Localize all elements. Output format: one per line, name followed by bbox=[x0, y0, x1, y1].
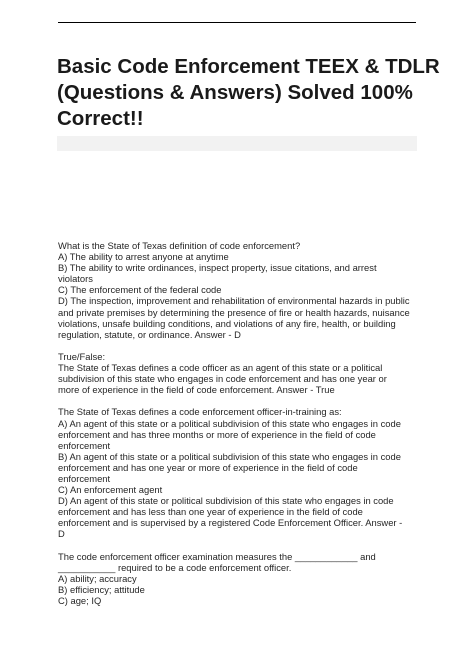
text-line: B) An agent of this state or a political subdivision of this state who engages in code bbox=[58, 450, 401, 462]
text-line: C) age; IQ bbox=[58, 595, 102, 606]
text-line: subdivision of this state who engages in code enforcement and has one year or bbox=[58, 373, 387, 385]
text-line: A) An agent of this state or a political subdivision of this state who engages in code bbox=[58, 417, 401, 429]
question-block-1 bbox=[58, 240, 428, 340]
text-line: enforcement and has one year or more of experience in the field of code bbox=[58, 461, 358, 473]
title-line: Correct!! bbox=[57, 107, 144, 130]
text-line: enforcement bbox=[58, 439, 111, 451]
text-line: C) An enforcement agent bbox=[58, 484, 163, 496]
text-line: B) The ability to write ordinances, inspect property, issue citations, and arrest bbox=[58, 262, 377, 274]
text-line: enforcement and has less than one year of experience in the field of code bbox=[58, 506, 363, 518]
text-line: enforcement and is supervised by a registered Code Enforcement Officer. Answer - bbox=[58, 517, 403, 529]
text-line: What is the State of Texas definition of code enforcement? bbox=[58, 240, 301, 251]
text-line: True/False: bbox=[58, 350, 106, 362]
text-line: A) The ability to arrest anyone at anytime bbox=[58, 251, 229, 263]
text-line: violations, unsafe building conditions, and violations of any fire, health, or building bbox=[58, 317, 396, 329]
text-line: C) The enforcement of the federal code bbox=[58, 284, 222, 296]
text-line: and private premises by determining the presence of fire or health hazards, nuisance bbox=[58, 306, 410, 318]
text-line: The code enforcement officer examination measures the ____________ and bbox=[58, 550, 376, 562]
text-line: enforcement and has three months or more of experience in the field of code bbox=[58, 428, 376, 440]
text-line: D) An agent of this state or political subdivision of this state who engages in code bbox=[58, 495, 394, 507]
text-line: more of experience in the field of code enforcement. Answer - True bbox=[58, 384, 335, 396]
text-line: B) efficiency; attitude bbox=[58, 583, 145, 595]
question-block-2 bbox=[58, 351, 428, 395]
text-line: D bbox=[58, 528, 65, 540]
question-block-3 bbox=[58, 406, 428, 539]
question-block-4 bbox=[58, 551, 428, 606]
top-rule bbox=[58, 22, 416, 23]
text-line: violators bbox=[58, 273, 93, 285]
text-line: A) ability; accuracy bbox=[58, 572, 137, 584]
document-title bbox=[57, 54, 440, 132]
title-line: Basic Code Enforcement TEEX & TDLR bbox=[57, 55, 440, 78]
text-line: ___________ required to be a code enforcement officer. bbox=[58, 561, 292, 573]
text-line: enforcement bbox=[58, 472, 111, 484]
document-body bbox=[58, 240, 428, 606]
title-line: (Questions & Answers) Solved 100% bbox=[57, 81, 413, 104]
text-line: The State of Texas defines a code officer as an agent of this state or a political bbox=[58, 362, 383, 374]
text-line: The State of Texas defines a code enforcement officer-in-training as: bbox=[58, 406, 342, 418]
text-line: D) The inspection, improvement and rehabilitation of environmental hazards in public bbox=[58, 295, 410, 307]
text-line: regulation, statute, or ordinance. Answer - D bbox=[58, 328, 241, 340]
shaded-placeholder-box bbox=[57, 136, 417, 151]
